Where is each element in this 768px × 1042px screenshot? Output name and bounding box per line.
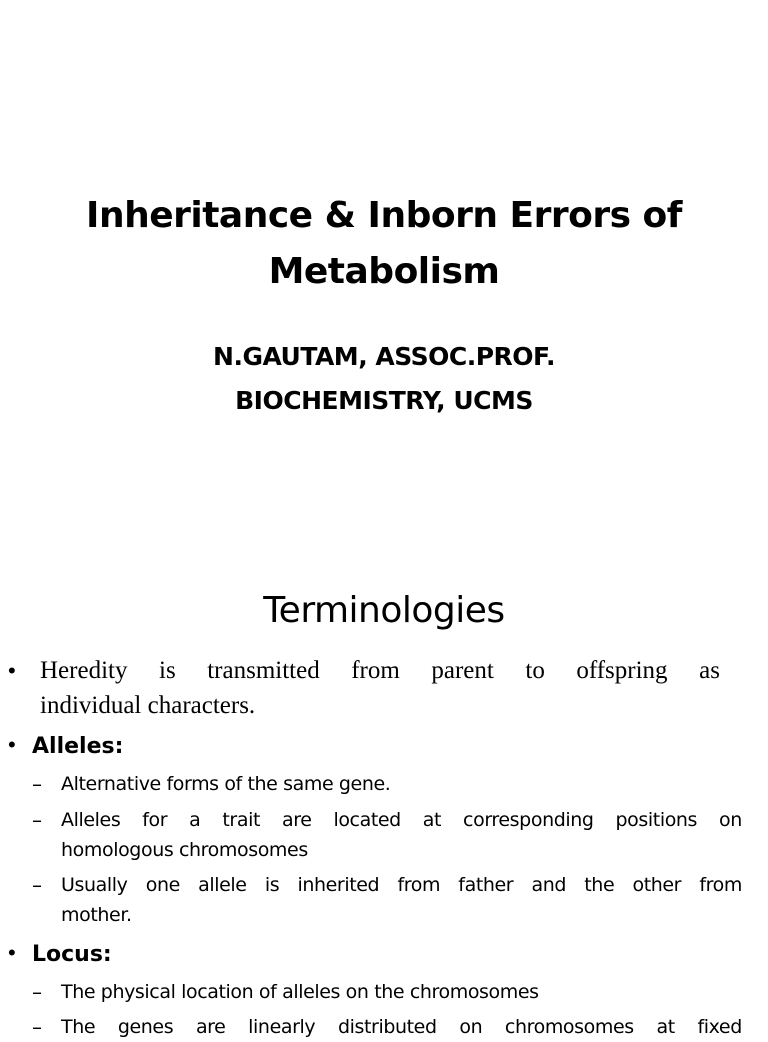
word: at <box>656 1016 675 1038</box>
word: trait <box>222 809 260 831</box>
alleles-item-3-line-2: mother. <box>61 904 132 926</box>
word: at <box>422 809 442 831</box>
title-line-1: Inheritance & Inborn Errors of <box>86 195 682 236</box>
alleles-item-2 <box>61 805 742 865</box>
alleles-heading: Alleles: <box>32 734 124 759</box>
heredity-line-2: individual characters. <box>40 692 256 719</box>
word: from <box>397 874 441 896</box>
alleles-item-2-line-2: homologous chromosomes <box>61 839 308 861</box>
locus-item-2 <box>61 1012 742 1042</box>
word: on <box>459 1016 483 1038</box>
presentation-title <box>40 188 728 300</box>
heredity-paragraph <box>40 653 720 723</box>
heredity-line-1 <box>40 653 720 688</box>
dash-icon: – <box>32 772 42 796</box>
locus-item-1 <box>61 977 742 1007</box>
word: Heredity <box>40 657 128 684</box>
word: as <box>699 657 720 684</box>
author-department: BIOCHEMISTRY, UCMS <box>235 386 533 415</box>
alleles-item-3-line-1 <box>61 870 742 900</box>
word: is <box>264 874 280 896</box>
word: positions <box>615 809 698 831</box>
word: one <box>145 874 180 896</box>
word: is <box>159 657 176 684</box>
author-name: N.GAUTAM, ASSOC.PROF. <box>213 342 555 371</box>
bullet-icon: • <box>8 940 16 965</box>
dash-icon: – <box>32 873 42 897</box>
word: Alleles <box>61 809 121 831</box>
word: a <box>189 809 201 831</box>
bullet-icon: • <box>8 732 16 757</box>
word: for <box>142 809 168 831</box>
alleles-item-2-line-1 <box>61 805 742 835</box>
word: are <box>281 809 312 831</box>
word: parent <box>431 657 494 684</box>
word: The <box>61 1016 96 1038</box>
word: on <box>719 809 742 831</box>
locus-item-2-line-1 <box>61 1012 742 1042</box>
title-line-2: Metabolism <box>268 251 500 292</box>
word: located <box>333 809 401 831</box>
word: linearly <box>248 1016 316 1038</box>
word: allele <box>198 874 247 896</box>
word: Usually <box>61 874 128 896</box>
dash-icon: – <box>32 980 42 1004</box>
bullet-icon: • <box>8 658 16 683</box>
word: fixed <box>697 1016 742 1038</box>
word: from <box>351 657 400 684</box>
word: genes <box>117 1016 174 1038</box>
alleles-item-1 <box>61 769 742 799</box>
slide-title: Terminologies <box>263 590 505 631</box>
word: and <box>531 874 567 896</box>
word: other <box>632 874 682 896</box>
word: chromosomes <box>504 1016 634 1038</box>
dash-icon: – <box>32 808 42 832</box>
word: are <box>195 1016 226 1038</box>
locus-item-1-text: The physical location of alleles on the chromosomes <box>61 981 539 1003</box>
word: inherited <box>297 874 380 896</box>
word: father <box>458 874 514 896</box>
word: distributed <box>337 1016 437 1038</box>
alleles-item-3 <box>61 870 742 930</box>
word: corresponding <box>463 809 594 831</box>
terminologies-slide <box>0 576 768 1039</box>
word: offspring <box>576 657 668 684</box>
dash-icon: – <box>32 1015 42 1039</box>
author-info <box>40 335 728 423</box>
word: to <box>525 657 545 684</box>
word: transmitted <box>207 657 320 684</box>
word: the <box>584 874 615 896</box>
word: from <box>699 874 742 896</box>
locus-heading: Locus: <box>32 942 112 967</box>
alleles-item-1-text: Alternative forms of the same gene. <box>61 773 391 795</box>
